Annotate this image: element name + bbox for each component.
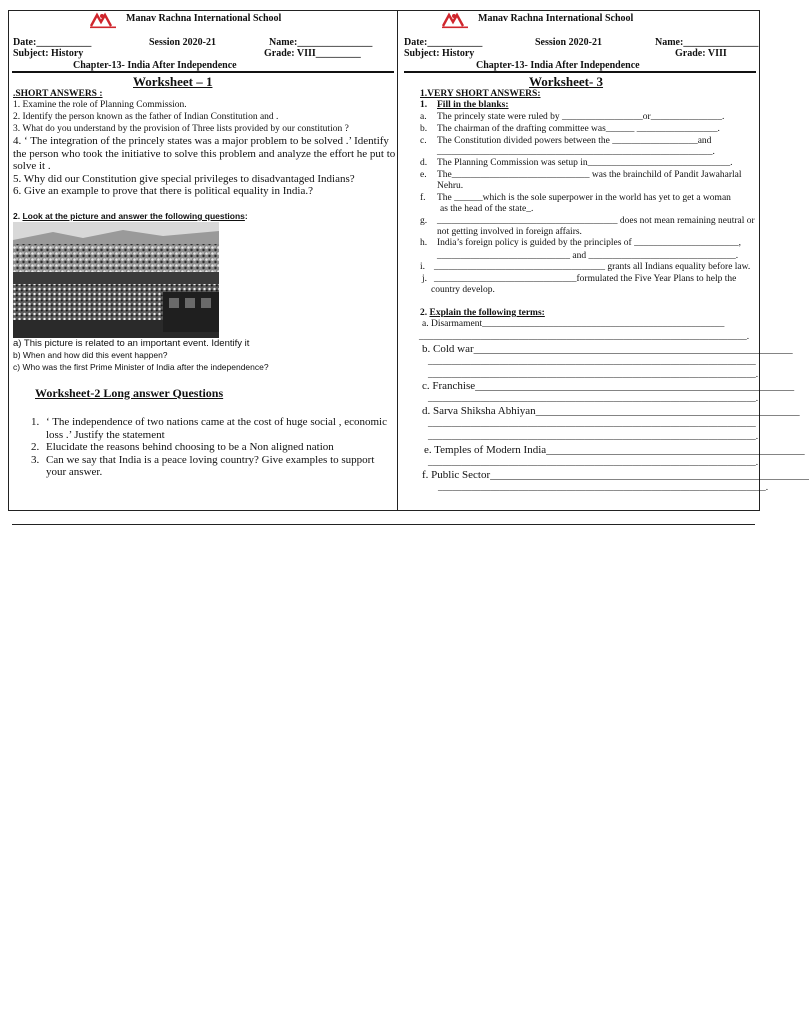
blank-h-text: India’s foreign policy is guided by the principles of ______________________,: [437, 238, 741, 248]
question-4-line-2: the person who took the initiative to solve this problem and analyze the effort he put to: [13, 148, 396, 160]
term-disarmament-answer-line: _____________________________________________________________________.: [419, 332, 750, 342]
explain-terms-heading: 2. Explain the following terms:: [420, 308, 545, 318]
worksheet-3-title: Worksheet- 3: [529, 74, 604, 89]
term-ssa-answer-line-2: _____________________________________________________________________.: [428, 432, 759, 442]
term-sarva-shiksha-abhiyan: d. Sarva Shiksha Abhiyan________________________________________________: [422, 405, 800, 417]
term-public-sector: f. Public Sector__________________________________________________________: [422, 469, 809, 481]
blank-i-letter: i.: [420, 262, 426, 272]
blank-f-text: The ______which is the sole superpower in the world has yet to get a woman: [437, 193, 731, 203]
question-2: 2. Identify the person known as the father of Indian Constitution and .: [13, 112, 279, 122]
term-franchise: c. Franchise__________________________________________________________: [422, 380, 795, 392]
header-divider: [12, 71, 394, 73]
blank-d-text: The Planning Commission was setup in______________________________.: [437, 158, 733, 168]
long-question-3-line-1: Can we say that India is a peace loving country? Give examples to support: [46, 454, 375, 466]
worksheet-2-title: Worksheet-2 Long answer Questions: [35, 386, 224, 400]
session-label: Session 2020-21: [535, 37, 602, 48]
question-4-line-1: 4. ‘ The integration of the princely states was a major problem to be solved .’ Identify: [13, 135, 389, 147]
blank-f-text-2: as the head of the state_.: [440, 204, 534, 214]
blank-j-letter: j.: [422, 274, 428, 284]
worksheet-1-title: Worksheet – 1: [133, 74, 213, 89]
date-field: Date:___________: [404, 37, 483, 48]
term-cold-war-answer-line-2: _____________________________________________________________________.: [428, 370, 759, 380]
term-disarmament: a. Disarmament___________________________________________________: [422, 319, 725, 329]
picture-question-heading: 2. Look at the picture and answer the following questions:: [13, 211, 248, 221]
blank-j-text: ______________________________formulated the Five Year Plans to help the: [434, 274, 737, 284]
long-question-2-num: 2.: [31, 441, 40, 453]
blank-d-letter: d.: [420, 158, 428, 168]
blank-g-text: ______________________________________ does not mean remaining neutral or: [437, 216, 755, 226]
school-logo-icon: [88, 12, 118, 30]
very-short-heading: 1.VERY SHORT ANSWERS:: [420, 89, 541, 99]
school-name: Manav Rachna International School: [478, 13, 634, 24]
term-temples-answer-line: _____________________________________________________________________.: [428, 458, 759, 468]
blank-e-text: The_____________________________ was the brainchild of Pandit Jawaharlal: [437, 170, 742, 180]
question-3: 3. What do you understand by the provision of Three lists provided by our constitution ?: [13, 124, 349, 134]
long-question-1-num: 1.: [31, 416, 40, 428]
name-field: Name:_______________: [269, 37, 373, 48]
chapter-title: Chapter-13- India After Independence: [476, 60, 640, 71]
term-public-sector-answer-line: _____________________________________________________________________.: [438, 483, 769, 493]
partition-train-photo: [13, 222, 219, 338]
blank-i-text: ____________________________________ grants all Indians equality before law.: [434, 262, 751, 272]
page-bottom-rule: [12, 524, 755, 525]
blank-c-text: The Constitution divided powers between the __________________and: [437, 136, 712, 146]
subject-label: Subject: History: [13, 48, 84, 59]
long-question-1-line-1: ‘ The independence of two nations came at the cost of huge social , economic: [46, 416, 387, 428]
school-name: Manav Rachna International School: [126, 13, 282, 24]
subject-label: Subject: History: [404, 48, 475, 59]
school-logo-icon: [440, 12, 470, 30]
blank-c-text-2: __________________________________________________________.: [437, 147, 715, 157]
long-question-2-line-1: Elucidate the reasons behind choosing to be a Non aligned nation: [46, 441, 334, 453]
blank-g-letter: g.: [420, 216, 428, 226]
header-divider: [404, 71, 756, 73]
short-answers-heading: .SHORT ANSWERS :: [13, 89, 103, 99]
fill-blanks-num: 1.: [420, 100, 428, 110]
blank-e-text-2: Nehru.: [437, 181, 464, 191]
blank-j-text-2: country develop.: [431, 285, 495, 295]
grade-field: Grade: VIII: [675, 48, 727, 59]
long-question-3-line-2: your answer.: [46, 466, 103, 478]
grade-field: Grade: VIII_________: [264, 48, 361, 59]
question-4-line-3: solve it .: [13, 160, 51, 172]
blank-f-letter: f.: [420, 193, 426, 203]
picture-question-c: c) Who was the first Prime Minister of India after the independence?: [13, 362, 269, 372]
term-cold-war: b. Cold war__________________________________________________________: [422, 343, 793, 355]
term-franchise-answer-line: _____________________________________________________________________.: [428, 394, 759, 404]
fill-blanks-heading: Fill in the blanks:: [437, 100, 509, 110]
question-5: 5. Why did our Constitution give special privileges to disadvantaged Indians?: [13, 173, 355, 185]
question-1: 1. Examine the role of Planning Commission.: [13, 100, 187, 110]
blank-a-text: The princely state were ruled by _________________or_______________.: [437, 112, 725, 122]
question-6: 6. Give an example to prove that there is political equality in India.?: [13, 185, 313, 197]
blank-b-letter: b.: [420, 124, 428, 134]
blank-e-letter: e.: [420, 170, 427, 180]
blank-b-text: The chairman of the drafting committee was______ _________________.: [437, 124, 720, 134]
chapter-title: Chapter-13- India After Independence: [73, 60, 237, 71]
picture-question-b: b) When and how did this event happen?: [13, 350, 168, 360]
term-temples-of-modern-india: e. Temples of Modern India_______________________________________________: [424, 444, 805, 456]
blank-a-letter: a.: [420, 112, 427, 122]
name-field: Name:_______________: [655, 37, 759, 48]
long-question-3-num: 3.: [31, 454, 40, 466]
blank-h-text-2: ____________________________ and _______________________________.: [437, 251, 739, 261]
term-cold-war-answer-line-1: _____________________________________________________________________: [428, 357, 756, 367]
picture-question-a: a) This picture is related to an important event. Identify it: [13, 338, 250, 349]
date-field: Date:___________: [13, 37, 92, 48]
long-question-1-line-2: loss .’ Justify the statement: [46, 429, 165, 441]
session-label: Session 2020-21: [149, 37, 216, 48]
blank-g-text-2: not getting involved in foreign affairs.: [437, 227, 582, 237]
blank-c-letter: c.: [420, 136, 427, 146]
blank-h-letter: h.: [420, 238, 428, 248]
term-ssa-answer-line-1: _____________________________________________________________________: [428, 419, 756, 429]
